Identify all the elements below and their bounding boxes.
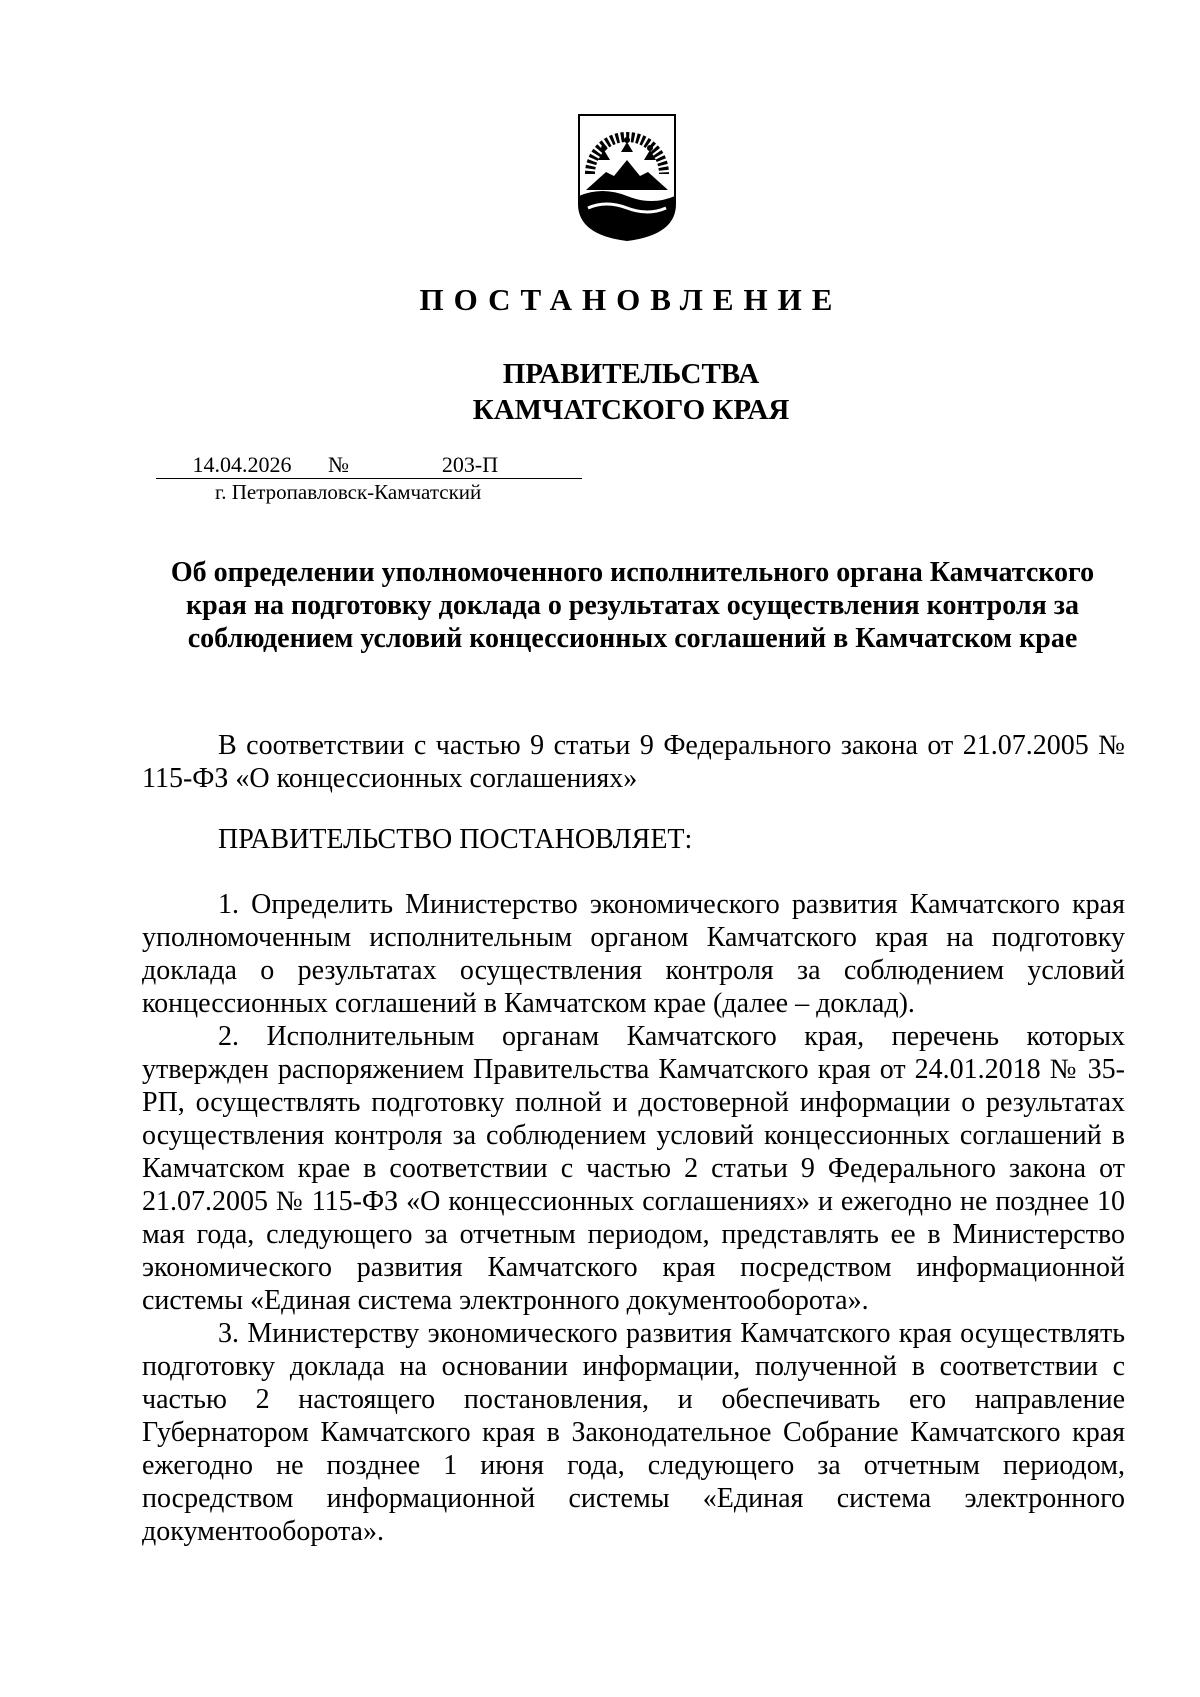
resolution-items: [142, 888, 1125, 1548]
document-date: 14.04.2026: [156, 452, 328, 479]
preamble-text: В соответствии с частью 9 статьи 9 Федерального закона от 21.07.2005 № 115-ФЗ «О концессионных соглашениях»: [142, 730, 1125, 794]
issuer-heading: [0, 356, 1200, 428]
issuer-line-2: КАМЧАТСКОГО КРАЯ: [472, 394, 790, 426]
document-title: Об определении уполномоченного исполнительного органа Камчатского края на подготовку доклада о результатах осуществления контроля за соблюдением условий концессионных соглашений в Камчатском крае: [170, 557, 1095, 654]
issuer-line-1: ПРАВИТЕЛЬСТВА: [502, 358, 760, 390]
coat-of-arms-icon: [576, 112, 678, 242]
city-name: г. Петропавловск-Камчатский: [215, 480, 482, 504]
document-type-heading: ПОСТАНОВЛЕНИЕ: [419, 282, 843, 317]
number-sign: №: [328, 452, 358, 479]
decree-statement: ПРАВИТЕЛЬСТВО ПОСТАНОВЛЯЕТ:: [218, 824, 693, 855]
document-number: 203-П: [358, 452, 582, 479]
preamble: [142, 729, 1125, 795]
resolution-item-3: 3. Министерству экономического развития Камчатского края осуществлять подготовку доклада на основании информации, полученной в соответствии с частью 2 настоящего постановления, и обеспечивать его направление Губернатором Камчатского края в Законодательное Собрание Камчатского края ежегодно не позднее 1 июня года, следующего за отчетным периодом, посредством информационной системы «Единая система электронного документооборота».: [142, 1318, 1125, 1547]
resolution-item-2: 2. Исполнительным органам Камчатского края, перечень которых утвержден распоряжением Правительства Камчатского края от 24.01.2018 № 35-РП, осуществлять подготовку полной и достоверной информации о результатах осуществления контроля за соблюдением условий концессионных соглашений в Камчатском крае в соответствии с частью 2 статьи 9 Федерального закона от 21.07.2005 № 115-ФЗ «О концессионных соглашениях» и ежегодно не позднее 10 мая года, следующего за отчетным периодом, представлять ее в Министерство экономического развития Камчатского края посредством информационной системы «Единая система электронного документооборота».: [142, 1021, 1125, 1316]
resolution-item-1: 1. Определить Министерство экономического развития Камчатского края уполномоченным исполнительным органом Камчатского края на подготовку доклада о результатах осуществления контроля за соблюдением условий концессионных соглашений в Камчатском крае (далее – доклад).: [142, 889, 1125, 1019]
